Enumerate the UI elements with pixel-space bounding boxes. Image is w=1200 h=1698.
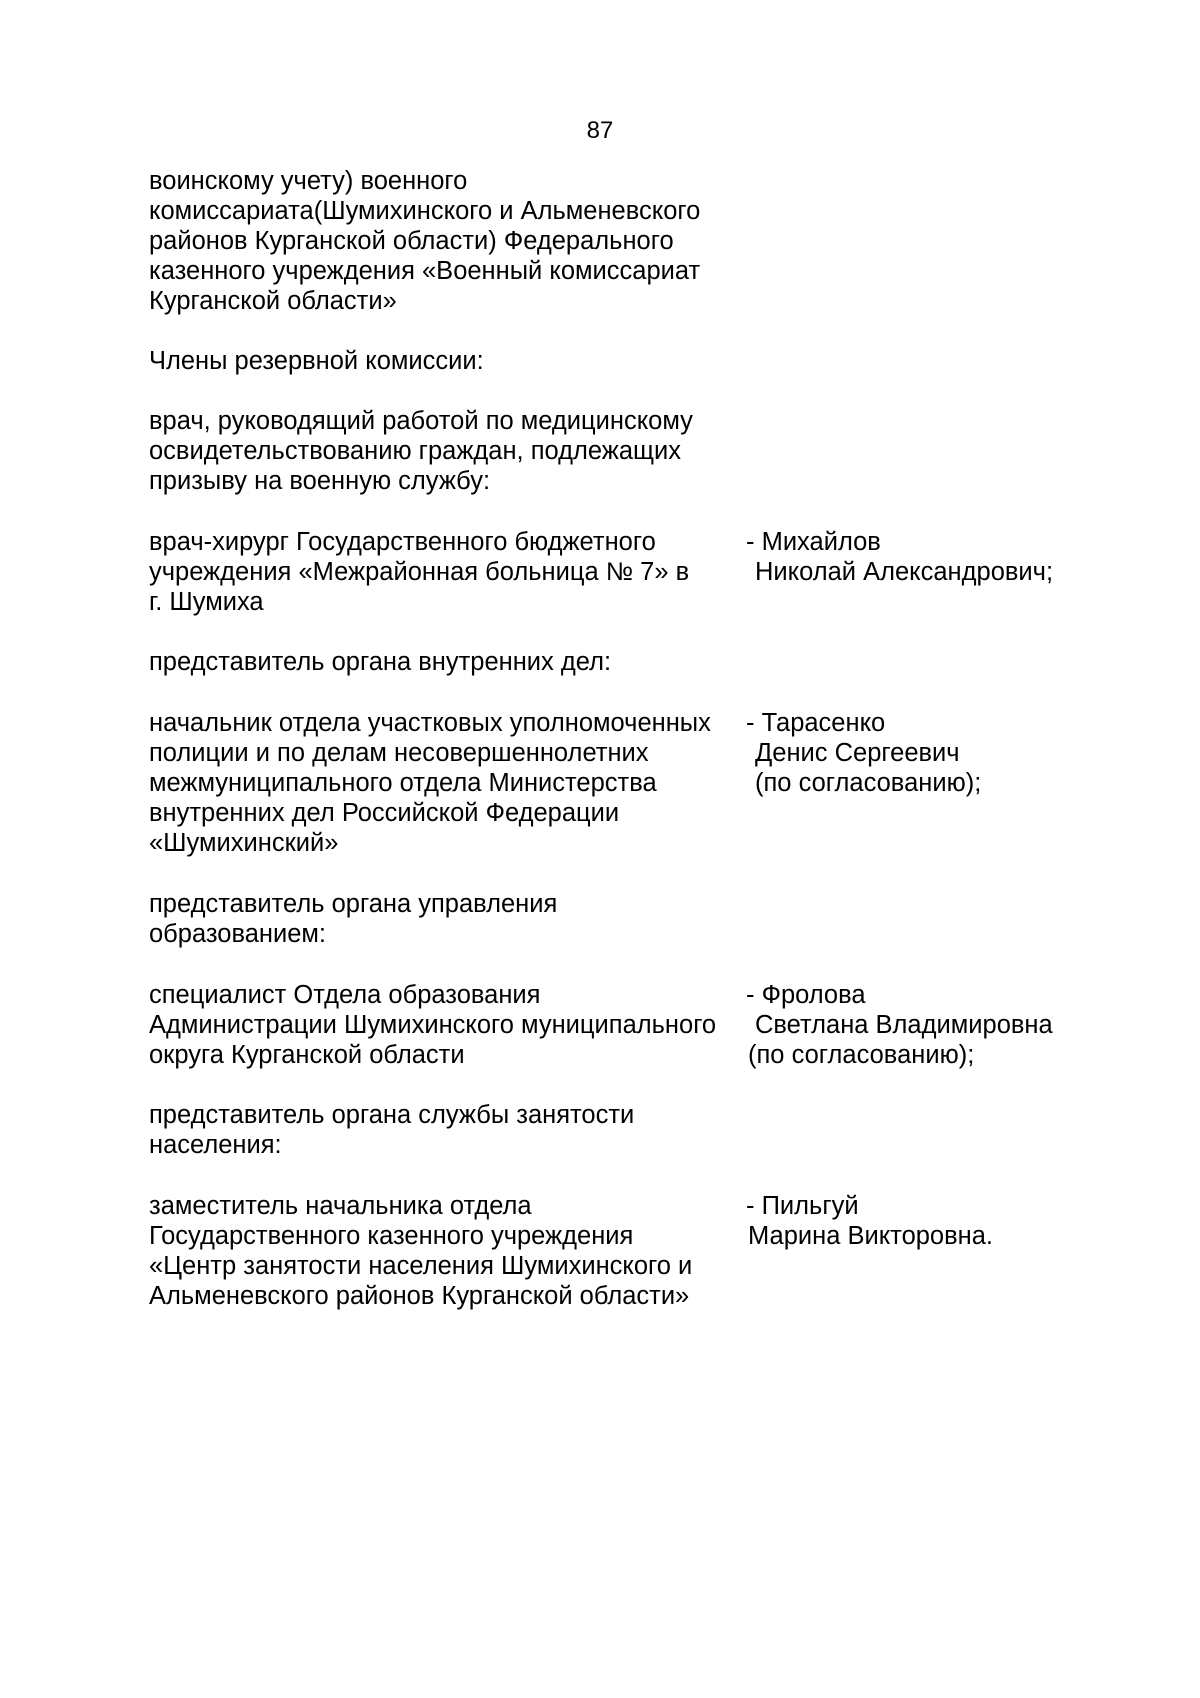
person-line: Денис Сергеевич xyxy=(755,739,960,767)
intro-line: Курганской области» xyxy=(149,287,397,315)
position-line: округа Курганской области xyxy=(149,1041,465,1069)
section-heading-line: врач, руководящий работой по медицинскому xyxy=(149,407,693,435)
position-line: Альменевского районов Курганской области» xyxy=(149,1282,690,1310)
person-line: - Михайлов xyxy=(746,528,881,556)
position-line: врач-хирург Государственного бюджетного xyxy=(149,528,656,556)
section-heading-line: населения: xyxy=(149,1131,282,1159)
position-line: начальник отдела участковых уполномоченных xyxy=(149,709,711,737)
position-line: заместитель начальника отдела xyxy=(149,1192,532,1220)
section-heading-line: представитель органа службы занятости xyxy=(149,1101,635,1129)
section-heading-line: образованием: xyxy=(149,920,327,948)
intro-line: казенного учреждения «Военный комиссариат xyxy=(149,257,701,285)
person-line: (по согласованию); xyxy=(755,769,982,797)
section-heading-line: призыву на военную службу: xyxy=(149,467,491,495)
person-line: - Фролова xyxy=(746,981,866,1009)
position-line: учреждения «Межрайонная больница № 7» в xyxy=(149,558,690,586)
position-line: межмуниципального отдела Министерства xyxy=(149,769,657,797)
section-heading-line: представитель органа управления xyxy=(149,890,558,918)
person-line: - Тарасенко xyxy=(746,709,886,737)
page-number: 87 xyxy=(586,117,614,144)
section-heading-line: освидетельствованию граждан, подлежащих xyxy=(149,437,682,465)
position-line: специалист Отдела образования xyxy=(149,981,541,1009)
person-line: (по согласованию); xyxy=(748,1041,975,1069)
members-heading: Члены резервной комиссии: xyxy=(149,347,484,375)
person-line: Марина Викторовна. xyxy=(748,1222,994,1250)
position-line: Администрации Шумихинского муниципального xyxy=(149,1011,717,1039)
intro-line: воинскому учету) военного xyxy=(149,167,468,195)
position-line: «Шумихинский» xyxy=(149,829,339,857)
position-line: «Центр занятости населения Шумихинского и xyxy=(149,1252,693,1280)
person-line: Светлана Владимировна xyxy=(755,1011,1053,1039)
section-heading-line: представитель органа внутренних дел: xyxy=(149,648,612,676)
person-line: - Пильгуй xyxy=(746,1192,859,1220)
intro-line: районов Курганской области) Федерального xyxy=(149,227,674,255)
position-line: г. Шумиха xyxy=(149,588,264,616)
position-line: полиции и по делам несовершеннолетних xyxy=(149,739,649,767)
position-line: внутренних дел Российской Федерации xyxy=(149,799,620,827)
person-line: Николай Александрович; xyxy=(755,558,1054,586)
intro-line: комиссариата(Шумихинского и Альменевского xyxy=(149,197,701,225)
position-line: Государственного казенного учреждения xyxy=(149,1222,634,1250)
